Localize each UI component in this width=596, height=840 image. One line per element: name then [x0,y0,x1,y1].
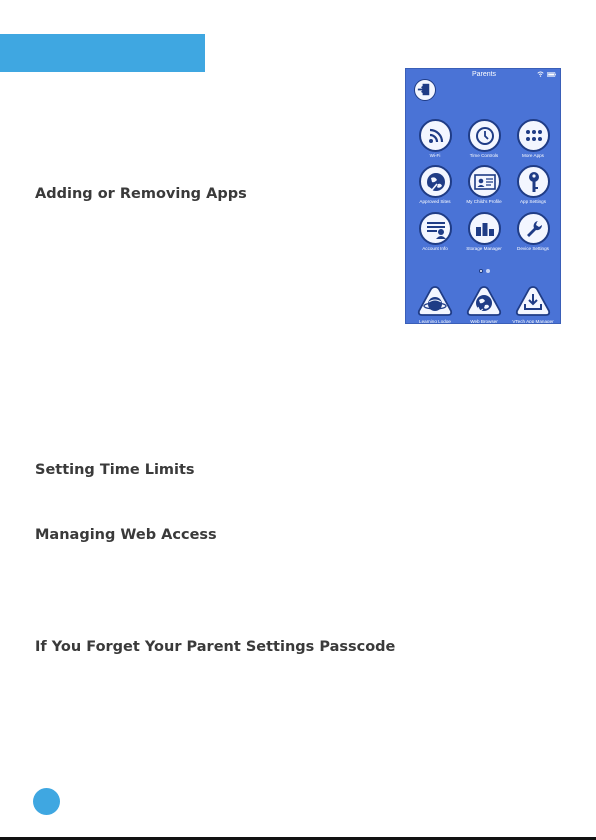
wifi-status-icon [537,71,544,77]
app-device-settings[interactable] [507,212,559,260]
app-label: Wi-Fi [429,153,441,158]
wrench-icon [517,212,550,245]
app-more-apps[interactable] [507,119,559,167]
heading-adding-removing-apps: Adding or Removing Apps [35,186,247,202]
app-label: Time Controls [469,153,499,158]
app-childs-profile[interactable] [458,165,510,213]
dock-web-browser[interactable] [458,285,510,324]
key-icon [517,165,550,198]
app-label: VTech App Manager [512,319,554,324]
clock-icon [468,119,501,152]
wifi-icon [419,119,452,152]
page-number-badge [33,788,60,815]
dock-vtech-app-manager[interactable] [507,285,559,324]
parent-settings-screenshot [405,68,561,324]
heading-setting-time-limits: Setting Time Limits [35,462,195,478]
exit-button[interactable] [414,79,436,101]
app-label: Storage Manager [466,246,502,251]
app-label: Account Info [422,246,448,251]
heading-managing-web-access: Managing Web Access [35,527,217,543]
app-label: Approved Sites [419,199,451,204]
page-dot-active[interactable] [479,269,483,273]
page-dot[interactable] [486,269,490,273]
lodge-globe-icon [417,285,453,318]
app-time-controls[interactable] [458,119,510,167]
exit-door-icon [415,80,435,99]
account-info-icon [419,212,452,245]
app-label: App Settings [519,199,547,204]
dock-learning-lodge[interactable] [409,285,461,324]
battery-icon [547,72,556,77]
app-label: My Child's Profile [466,199,502,204]
app-label: Learning Lodge [419,319,451,324]
profile-card-icon [468,165,501,198]
section-header-bar [0,34,205,72]
download-box-icon [515,285,551,318]
phone-title: Parents [471,71,497,78]
heading-forgot-passcode: If You Forget Your Parent Settings Passcode [35,639,396,655]
app-wifi[interactable] [409,119,461,167]
globe-check-icon [419,165,452,198]
app-storage-manager[interactable] [458,212,510,260]
bar-chart-icon [468,212,501,245]
grid-dots-icon [517,119,550,152]
page-indicator[interactable] [479,269,490,273]
app-label: More Apps [522,153,544,158]
browser-globe-icon [466,285,502,318]
app-app-settings[interactable] [507,165,559,213]
app-label: Web Browser [470,319,498,324]
app-account-info[interactable] [409,212,461,260]
app-approved-sites[interactable] [409,165,461,213]
app-label: Device Settings [517,246,549,251]
status-bar [537,71,556,77]
